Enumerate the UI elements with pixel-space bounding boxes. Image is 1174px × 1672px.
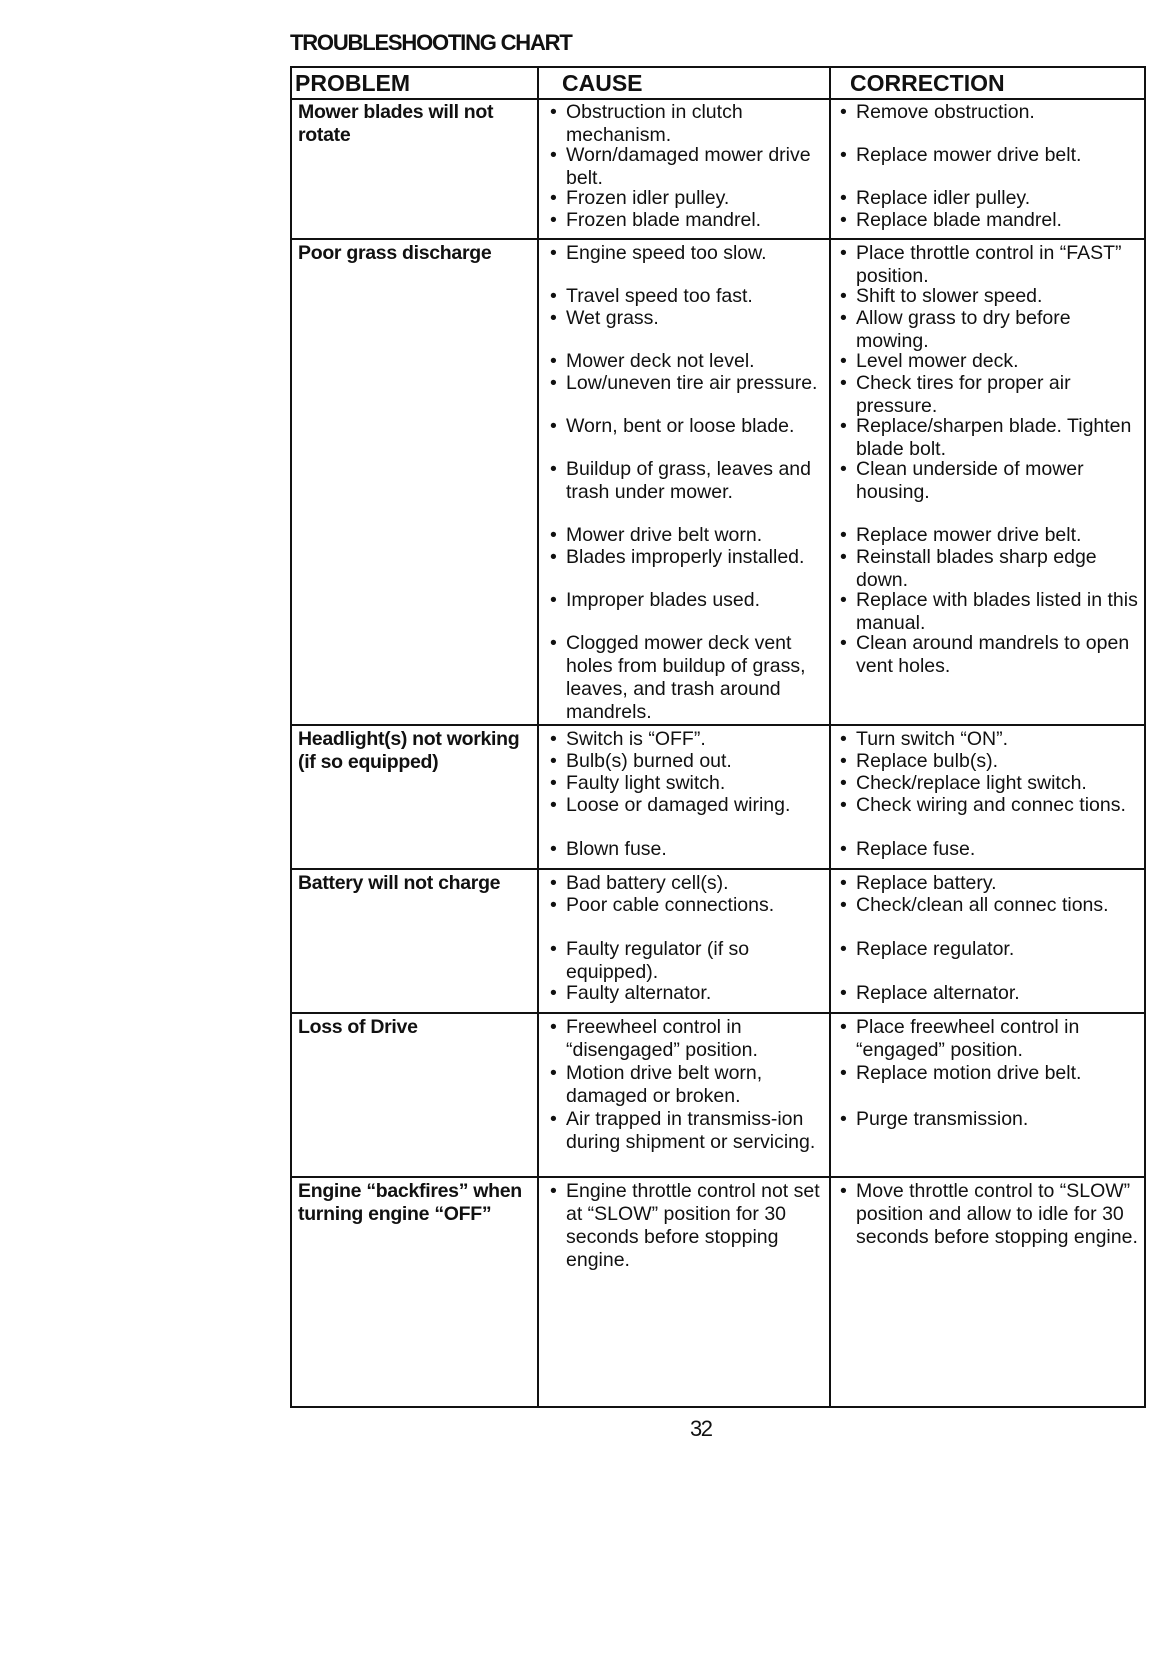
cause-item: • Blown fuse. (550, 838, 667, 860)
page-number: 32 (690, 1416, 712, 1441)
header-correction: CORRECTION (850, 70, 1005, 96)
cause-item: • Loose or damaged wiring. (550, 794, 791, 816)
correction-item: • Remove obstruction. (840, 101, 1035, 123)
correction-item: • Clean underside of mower housing. (840, 458, 1084, 503)
cause-item: • Air trapped in transmiss-ion during shipment or servicing. (550, 1108, 816, 1153)
row-divider (292, 1176, 1144, 1178)
correction-item: • Replace/sharpen blade. Tighten blade bolt. (840, 415, 1132, 460)
header-cause: CAUSE (562, 70, 643, 96)
correction-item: • Check/clean all connec tions. (840, 894, 1109, 916)
cause-item: • Improper blades used. (550, 589, 761, 611)
correction-item: • Replace regulator. (840, 938, 1015, 960)
cause-item: • Mower deck not level. (550, 350, 755, 372)
cause-item: • Faulty light switch. (550, 772, 726, 794)
cause-item: • Faulty regulator (if so equipped). (550, 938, 750, 983)
column-divider (537, 68, 539, 1406)
cause-item: • Motion drive belt worn, damaged or broken. (550, 1062, 763, 1107)
problem-cell: Poor grass discharge (298, 242, 492, 264)
page-title: TROUBLESHOOTING CHART (290, 30, 572, 55)
cause-item: • Freewheel control in “disengaged” position. (550, 1016, 758, 1061)
cause-item: • Blades improperly installed. (550, 546, 805, 568)
correction-item: • Reinstall blades sharp edge down. (840, 546, 1097, 591)
correction-item: • Check/replace light switch. (840, 772, 1087, 794)
cause-item: • Engine throttle control not set at “SLOW” position for 30 seconds before stopping engine. (550, 1180, 820, 1271)
cause-item: • Travel speed too fast. (550, 285, 753, 307)
cause-item: • Low/uneven tire air pressure. (550, 372, 818, 394)
cause-item: • Worn/damaged mower drive belt. (550, 144, 811, 189)
cause-item: • Obstruction in clutch mechanism. (550, 101, 743, 146)
problem-cell: Headlight(s) not working (if so equipped) (298, 728, 520, 773)
cause-item: • Worn, bent or loose blade. (550, 415, 795, 437)
row-divider (292, 868, 1144, 870)
cause-item: • Switch is “OFF”. (550, 728, 706, 750)
cause-item: • Mower drive belt worn. (550, 524, 763, 546)
correction-item: • Replace fuse. (840, 838, 976, 860)
row-divider (292, 238, 1144, 240)
cause-item: • Poor cable connections. (550, 894, 775, 916)
cause-item: • Engine speed too slow. (550, 242, 767, 264)
correction-item: • Check tires for proper air pressure. (840, 372, 1071, 417)
cause-item: • Frozen idler pulley. (550, 187, 730, 209)
correction-item: • Turn switch “ON”. (840, 728, 1009, 750)
problem-cell: Battery will not charge (298, 872, 501, 894)
correction-item: • Place throttle control in “FAST” position. (840, 242, 1122, 287)
correction-item: • Replace with blades listed in this manual. (840, 589, 1138, 634)
correction-item: • Replace mower drive belt. (840, 144, 1082, 166)
problem-cell: Engine “backfires” when turning engine “OFF” (298, 1180, 522, 1225)
correction-item: • Place freewheel control in “engaged” position. (840, 1016, 1080, 1061)
troubleshooting-table (290, 66, 1146, 1408)
correction-item: • Level mower deck. (840, 350, 1019, 372)
correction-item: • Shift to slower speed. (840, 285, 1043, 307)
correction-item: • Replace idler pulley. (840, 187, 1031, 209)
correction-item: • Replace mower drive belt. (840, 524, 1082, 546)
correction-item: • Replace battery. (840, 872, 997, 894)
row-divider (292, 98, 1144, 100)
cause-item: • Bulb(s) burned out. (550, 750, 732, 772)
correction-item: • Replace bulb(s). (840, 750, 998, 772)
cause-item: • Buildup of grass, leaves and trash under mower. (550, 458, 811, 503)
correction-item: • Replace motion drive belt. (840, 1062, 1082, 1084)
correction-item: • Replace blade mandrel. (840, 209, 1062, 231)
cause-item: • Wet grass. (550, 307, 659, 329)
correction-item: • Replace alternator. (840, 982, 1020, 1004)
problem-cell: Mower blades will not rotate (298, 101, 494, 146)
cause-item: • Faulty alternator. (550, 982, 712, 1004)
cause-item: • Clogged mower deck vent holes from buildup of grass, leaves, and trash around mandrels. (550, 632, 806, 723)
correction-item: • Purge transmission. (840, 1108, 1029, 1130)
row-divider (292, 724, 1144, 726)
correction-item: • Allow grass to dry before mowing. (840, 307, 1071, 352)
cause-item: • Frozen blade mandrel. (550, 209, 762, 231)
correction-item: • Move throttle control to “SLOW” position and allow to idle for 30 seconds before stopping engine. (840, 1180, 1138, 1248)
correction-item: • Clean around mandrels to open vent holes. (840, 632, 1130, 677)
correction-item: • Check wiring and connec tions. (840, 794, 1126, 816)
cause-item: • Bad battery cell(s). (550, 872, 729, 894)
problem-cell: Loss of Drive (298, 1016, 418, 1038)
row-divider (292, 1012, 1144, 1014)
column-divider (829, 68, 831, 1406)
header-problem: PROBLEM (295, 70, 410, 96)
